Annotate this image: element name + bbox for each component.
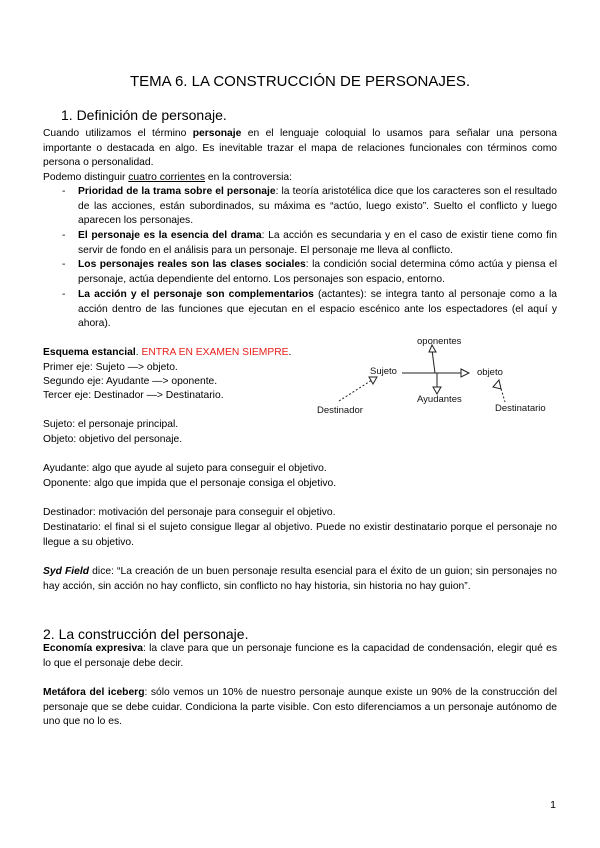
economia-text: : la clave para que un personaje funcione es la capacidad de condensación, elegir qué es lo que el personaje debe decir. (43, 643, 557, 669)
definition-line: Destinador: motivación del personaje para conseguir el objetivo. (43, 507, 336, 518)
definition-line: Ayudante: algo que ayude al sujeto para conseguir el objetivo. (43, 463, 327, 474)
quote-text: dice: “La creación de un buen personaje resulta esencial para el éxito de un guion; sin personajes no hay acción, sin acción no hay conflicto, sin conflicto no hay historia, sin historia no hay guion”. (43, 566, 557, 592)
syd-field-quote (43, 565, 557, 594)
definition-line: Oponente: algo que impida que el personaje consiga el objetivo. (43, 478, 337, 489)
list-item-term: La acción y el personaje son complementarios (78, 289, 314, 300)
definition-line: Sujeto: el personaje principal. (43, 419, 179, 430)
definition-line: Objeto: objetivo del personaje. (43, 434, 183, 445)
distinguish-line (43, 171, 557, 186)
iceberg-text: : sólo vemos un 10% de nuestro personaje aunque existe un 90% de la construcción del personaje que se debe cuidar. Condiciona la parte visible. Con esto diferenciamos a un personaje autónomo de uno que no lo es. (43, 687, 557, 728)
list-item-text: : La acción es secundaria y en el caso de existir tiene como fin servir de fondo en el análisis para un personaje. El personaje me lleva al conflicto. (78, 230, 557, 256)
list-item-term: Prioridad de la trama sobre el personaje (78, 186, 276, 197)
label-destinatario: Destinatario (495, 403, 546, 414)
esquema-separator: . (135, 347, 142, 358)
oponentes-arrow (432, 350, 435, 373)
exam-note: ENTRA EN EXAMEN SIEMPRE (141, 347, 289, 358)
list-item-text: : la teoría aristotélica dice que los caracteres son el resultado de las acciones, están subordinados, su máxima es “actúo, luego existo”. Suelto el conflicto y luego aparecen los personajes. (78, 186, 557, 227)
bullet-dash: - (62, 186, 66, 197)
arrowhead (433, 387, 441, 394)
document-title: TEMA 6. LA CONSTRUCCIÓN DE PERSONAJES. (129, 73, 471, 90)
list-item-text: : la condición social determina cómo actúa y piensa el personaje, actúa dependiente del entorno. Los personajes son espacio, entorno. (78, 259, 557, 285)
distinguish-text: Podemo distinguir (43, 172, 129, 183)
distinguish-underline: cuatro corrientes (128, 172, 205, 183)
economia-term: Economía expresiva (43, 643, 143, 654)
intro-text-end: en el lenguaje coloquial lo usamos para señalar una persona importante o destacada en algo. Es inevitable trazar el mapa de relaciones funcionales con términos como persona o personalidad. (43, 128, 557, 169)
section-1-heading: 1. Definición de personaje. (61, 107, 227, 123)
esquema-end: . (288, 347, 292, 358)
label-oponentes: oponentes (417, 336, 462, 347)
label-sujeto: Sujeto (370, 366, 397, 377)
list-item-term: El personaje es la esencia del drama (78, 230, 262, 241)
esquema-heading (43, 346, 343, 361)
esquema-label: Esquema estancial (43, 347, 136, 358)
bullet-dash: - (62, 230, 66, 241)
section-2-heading: 2. La construcción del personaje. (43, 626, 249, 642)
label-destinador: Destinador (317, 405, 363, 416)
intro-term: personaje (192, 128, 242, 139)
arrowhead (461, 369, 469, 377)
iceberg-paragraph (43, 686, 557, 730)
label-objeto: objeto (477, 367, 503, 378)
destinador-arrow (339, 380, 372, 401)
label-ayudantes: Ayudantes (417, 394, 462, 405)
axis-line: Tercer eje: Destinador —> Destinatario. (43, 390, 224, 401)
axis-line: Primer eje: Sujeto —> objeto. (43, 362, 178, 373)
intro-paragraph (43, 127, 557, 171)
list-item-term: Los personajes reales son las clases sociales (78, 259, 306, 270)
quote-author: Syd Field (43, 566, 90, 577)
list-item-text: (actantes): se integra tanto al personaje como a la acción dentro de las funciones que ejecutan en el espacio escénico ante los espectadores (el aquí y ahora). (78, 289, 558, 330)
distinguish-text-end: en la controversia: (204, 172, 292, 183)
actantial-diagram (315, 335, 575, 425)
arrowhead (493, 380, 501, 389)
page-number: 1 (550, 799, 556, 811)
economia-paragraph (43, 642, 557, 671)
iceberg-term: Metáfora del iceberg (43, 687, 145, 698)
intro-text: Cuando utilizamos el término (43, 128, 193, 139)
arrowhead (369, 377, 377, 384)
bullet-dash: - (62, 259, 66, 270)
bullet-dash: - (62, 289, 66, 300)
axis-line: Segundo eje: Ayudante —> oponente. (43, 376, 218, 387)
definition-line: Destinatario: el final si el sujeto consigue llegar al objetivo. Puede no existir destinatario porque el personaje no llegue a su objetivo. (43, 522, 557, 548)
